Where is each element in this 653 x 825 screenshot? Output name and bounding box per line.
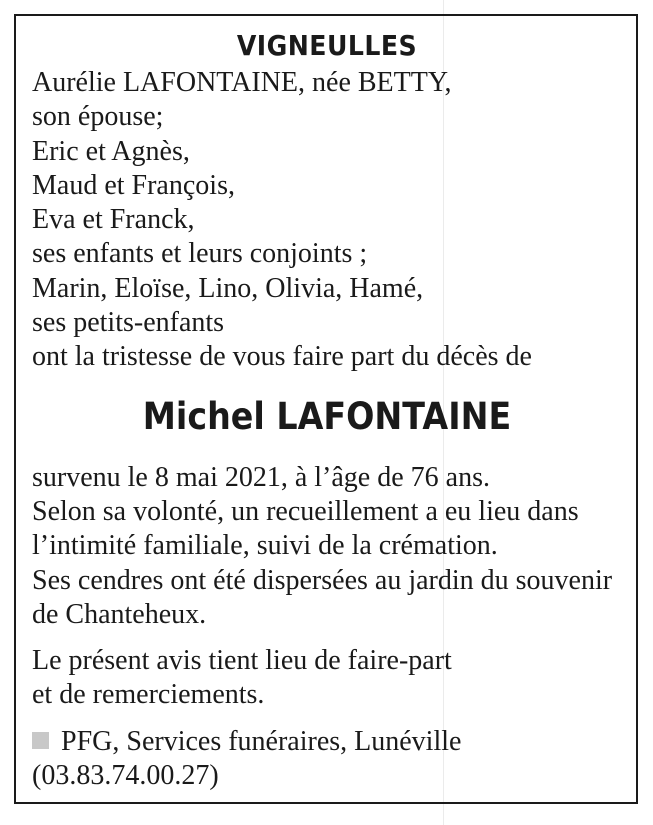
phone-number: (03.83.74.00.27) <box>32 760 219 792</box>
details-line: survenu le 8 mai 2021, à l’âge de 76 ans. <box>32 461 490 493</box>
obituary-notice <box>14 14 638 804</box>
details-line: Selon sa volonté, un recueillement a eu lieu dans <box>32 495 579 527</box>
funeral-service-line <box>32 725 622 759</box>
details-line: Ses cendres ont été dispersées au jardin du souvenir <box>32 564 613 596</box>
family-line: Marin, Eloïse, Lino, Olivia, Hamé, <box>32 272 424 304</box>
bullet-square-icon <box>32 732 49 749</box>
closing-line: Le présent avis tient lieu de faire-part <box>32 645 452 677</box>
closing-line: et de remerciements. <box>32 679 265 711</box>
closing-block <box>32 644 622 713</box>
family-line: son épouse; <box>32 101 164 133</box>
details-block <box>32 461 622 632</box>
family-line: ses petits-enfants <box>32 307 225 339</box>
family-line: Eva et Franck, <box>32 204 195 236</box>
details-line: l’intimité familiale, suivi de la crémation. <box>32 530 498 562</box>
place-heading: VIGNEULLES <box>236 29 418 62</box>
spacer <box>32 632 622 644</box>
details-line: de Chanteheux. <box>32 598 207 630</box>
family-line: Maud et François, <box>32 169 235 201</box>
family-list <box>32 66 622 375</box>
family-line: ses enfants et leurs conjoints ; <box>32 238 368 270</box>
funeral-service-block <box>32 725 622 794</box>
deceased-name: Michel LAFONTAINE <box>142 394 512 438</box>
family-line: Eric et Agnès, <box>32 135 190 167</box>
funeral-service-name: PFG, Services funéraires, Lunéville <box>61 725 462 757</box>
spacer <box>32 713 622 725</box>
family-line: Aurélie LAFONTAINE, née BETTY, <box>32 67 452 98</box>
family-line: ont la tristesse de vous faire part du décès de <box>32 341 532 373</box>
